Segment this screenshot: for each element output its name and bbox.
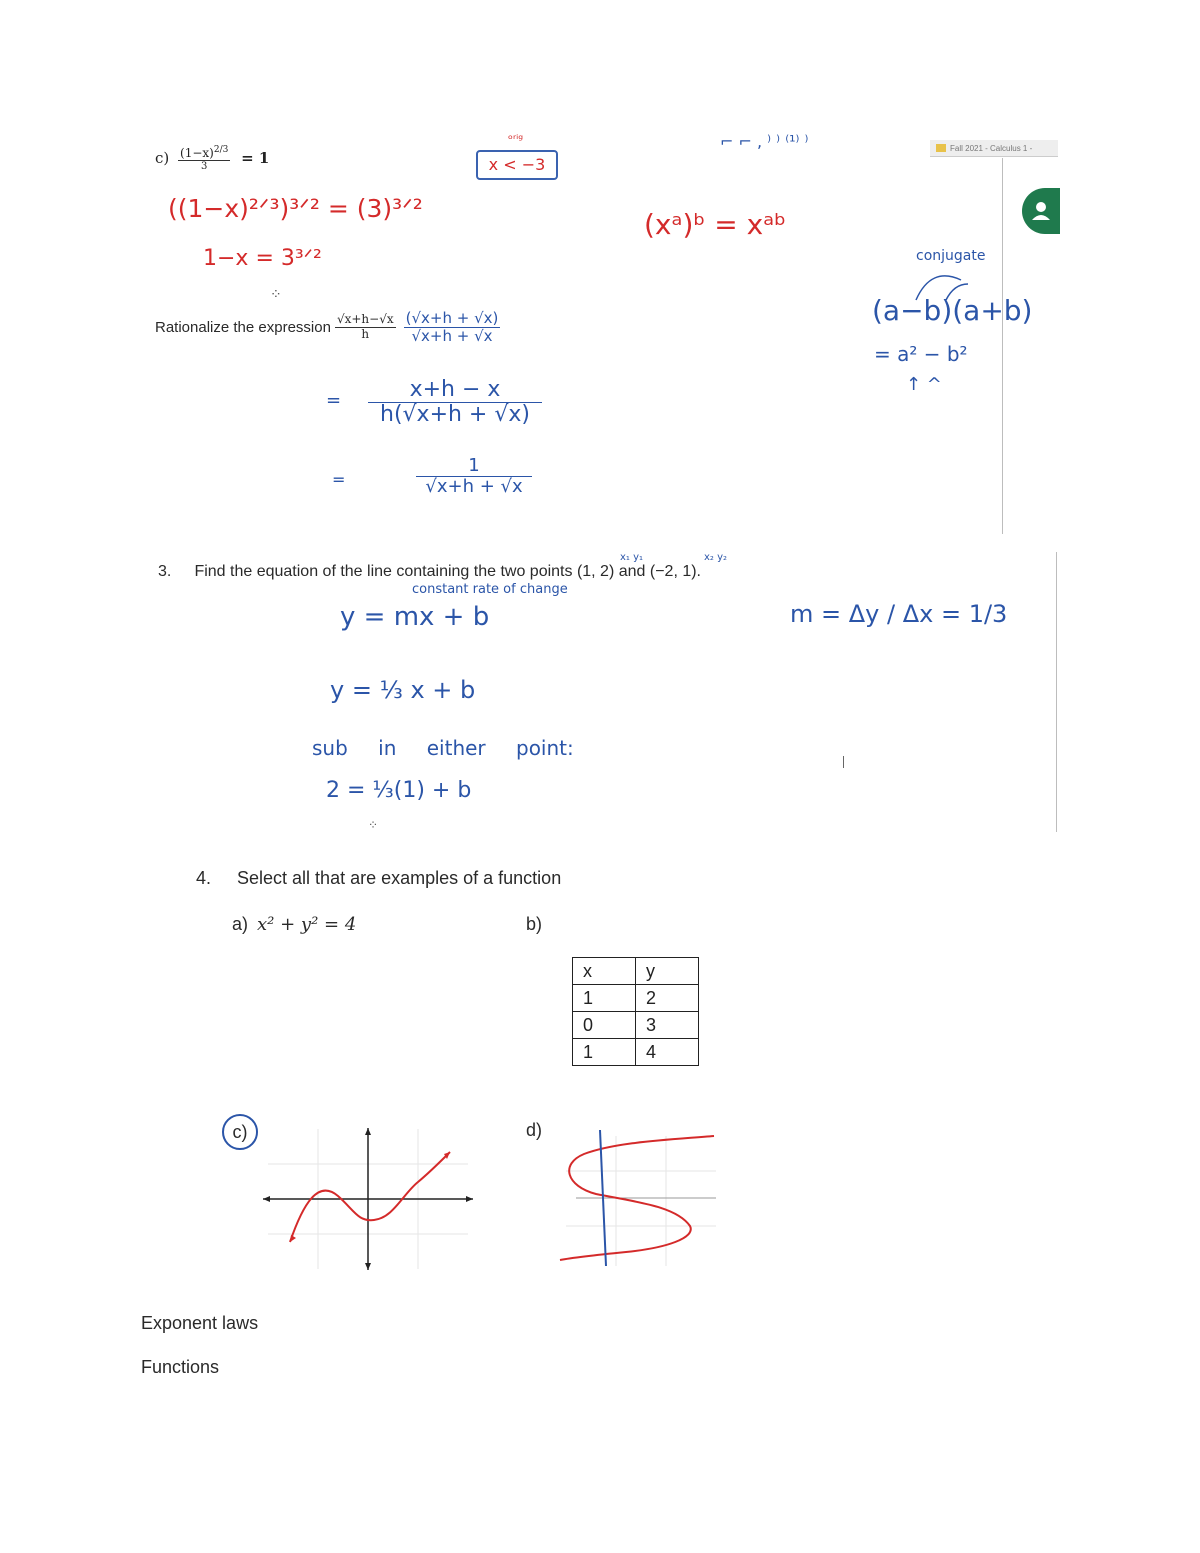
q3-sub-eq: 2 = ⅓(1) + b bbox=[326, 778, 472, 803]
rationalize-step2 bbox=[418, 456, 530, 497]
table-header-y: y bbox=[636, 958, 699, 985]
q3-annotation: constant rate of change bbox=[412, 582, 568, 597]
boxed-answer-text: x < −3 bbox=[488, 155, 546, 174]
q4-a-label: a) bbox=[232, 914, 249, 934]
user-avatar-icon bbox=[1028, 198, 1054, 224]
q4-option-c[interactable] bbox=[222, 1114, 258, 1150]
q4-option-a[interactable] bbox=[232, 914, 356, 935]
conjugate-line1: (a−b)(a+b) bbox=[872, 294, 1033, 327]
screenshot-divider-2 bbox=[1056, 552, 1057, 832]
q3-slope: m = Δy / Δx = 1/3 bbox=[790, 600, 1008, 628]
q4-graph-d[interactable] bbox=[556, 1126, 722, 1276]
table-row bbox=[573, 1039, 699, 1066]
conjugate-arrows: ↑ ^ bbox=[906, 374, 942, 395]
footer-exponent-laws: Exponent laws bbox=[141, 1313, 259, 1333]
q3-dots: ⁘ bbox=[368, 818, 379, 832]
browser-tab[interactable] bbox=[930, 140, 1058, 157]
conjugate-line2: = a² − b² bbox=[874, 342, 968, 366]
part-c-exponent: 2/3 bbox=[213, 145, 229, 155]
rationalize-multiplier bbox=[404, 310, 501, 344]
conjugate-title: conjugate bbox=[916, 248, 986, 264]
q3-sub-text: sub in either point: bbox=[312, 736, 574, 760]
table-cell: 0 bbox=[573, 1012, 636, 1039]
table-cell: 3 bbox=[636, 1012, 699, 1039]
q3-line-form: y = mx + b bbox=[340, 602, 490, 632]
tab-label: Fall 2021 - Calculus 1 - bbox=[950, 143, 1033, 153]
cut-off-handwriting: ⌐ ⌐ , ⁾ ⁾ ⁽¹⁾ ⁾ bbox=[720, 132, 809, 151]
rationalize-prompt bbox=[155, 310, 500, 344]
exponent-rule: (xᵃ)ᵇ = xᵃᵇ bbox=[644, 208, 787, 241]
table-cell: 1 bbox=[573, 1039, 636, 1066]
screenshot-divider bbox=[1002, 158, 1003, 534]
table-header-row bbox=[573, 958, 699, 985]
q3-question bbox=[158, 563, 701, 581]
table-row bbox=[573, 985, 699, 1012]
q3-p2-labels: x₂ y₂ bbox=[704, 552, 728, 563]
table-cell: 2 bbox=[636, 985, 699, 1012]
rationalize-eq1: = bbox=[326, 390, 342, 411]
rationalize-expr-den: h bbox=[361, 326, 370, 341]
q3-line-sub: y = ⅓ x + b bbox=[330, 676, 476, 704]
q4-function-table bbox=[572, 957, 699, 1066]
q4-c-label: c) bbox=[232, 1121, 248, 1142]
rationalize-expr-num: √x+h−√x bbox=[336, 312, 394, 327]
rationalize-mult-den: √x+h + √x bbox=[411, 326, 493, 345]
part-c-label: c) bbox=[155, 149, 170, 168]
part-c-rhs: = 1 bbox=[241, 149, 270, 168]
part-c-numerator: (1−x) bbox=[180, 146, 214, 160]
boxed-answer-top: ᵒʳⁱᵍ bbox=[508, 132, 524, 146]
rationalize-mult-num: (√x+h + √x) bbox=[405, 309, 499, 327]
rationalize-step2-den: √x+h + √x bbox=[425, 475, 523, 497]
rationalize-step2-num: 1 bbox=[416, 456, 532, 477]
rationalize-step1 bbox=[370, 378, 540, 427]
table-row bbox=[573, 1012, 699, 1039]
q3-text: Find the equation of the line containing the two points (1, 2) and (−2, 1). bbox=[194, 563, 701, 580]
hand-work-c-line1: ((1−x)²ᐟ³)³ᐟ² = (3)³ᐟ² bbox=[168, 194, 423, 223]
part-c-denominator: 3 bbox=[201, 161, 208, 173]
rationalize-step1-den: h(√x+h + √x) bbox=[380, 402, 530, 428]
hand-work-c-line2: 1−x = 3³ᐟ² bbox=[203, 246, 322, 271]
q4-d-label[interactable]: d) bbox=[526, 1120, 543, 1140]
rationalize-expression bbox=[335, 313, 396, 340]
part-c-fraction bbox=[178, 146, 230, 172]
q4-graph-c[interactable] bbox=[258, 1124, 478, 1274]
tab-favicon-icon bbox=[936, 144, 946, 152]
table-header-x: x bbox=[573, 958, 636, 985]
part-c-equation bbox=[155, 146, 269, 172]
q3-p1-labels: x₁ y₁ bbox=[620, 552, 644, 563]
rationalize-prompt-text: Rationalize the expression bbox=[155, 318, 331, 336]
text-cursor-icon bbox=[843, 756, 844, 768]
footer-functions: Functions bbox=[141, 1357, 220, 1377]
q4-question bbox=[196, 868, 561, 889]
hand-work-c-dots: ⁘ bbox=[270, 286, 282, 302]
q4-a-equation: x² + y² = 4 bbox=[257, 914, 357, 935]
table-cell: 4 bbox=[636, 1039, 699, 1066]
table-cell: 1 bbox=[573, 985, 636, 1012]
boxed-answer bbox=[476, 150, 558, 180]
q3-number: 3. bbox=[158, 563, 172, 580]
q4-b-label[interactable]: b) bbox=[526, 914, 543, 934]
q4-number: 4. bbox=[196, 868, 212, 888]
rationalize-step1-num: x+h − x bbox=[368, 378, 542, 403]
q4-text: Select all that are examples of a function bbox=[237, 868, 562, 888]
avatar[interactable] bbox=[1022, 188, 1060, 234]
rationalize-eq2: = bbox=[332, 470, 346, 489]
